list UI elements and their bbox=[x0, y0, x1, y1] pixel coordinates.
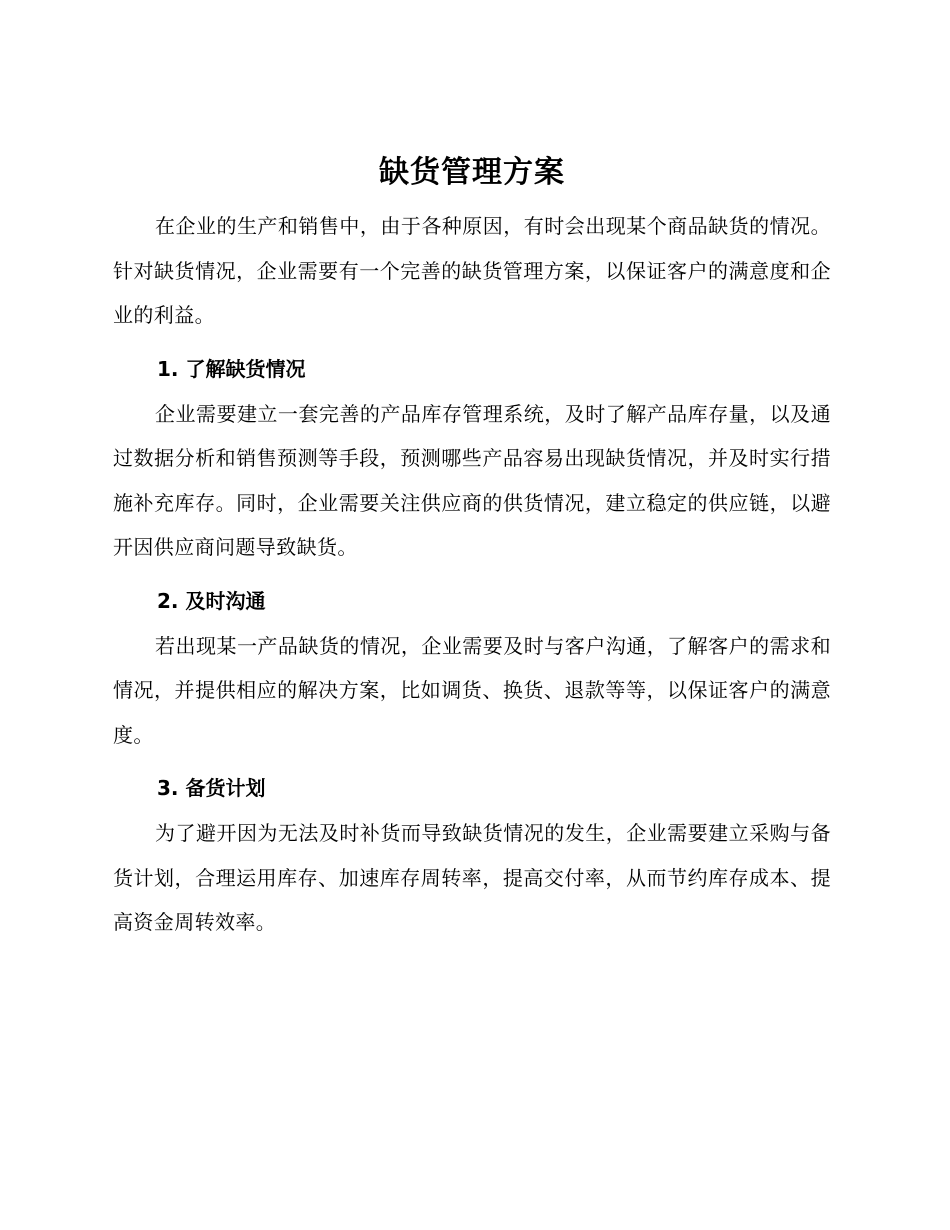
section-2-heading: 2. 及时沟通 bbox=[157, 588, 266, 613]
section-2-paragraph: 若出现某一产品缺货的情况，企业需要及时与客户沟通，了解客户的需求和情况，并提供相应的解决方案，比如调货、换货、退款等等，以保证客户的满意度。 bbox=[113, 633, 831, 747]
section-2 bbox=[113, 586, 831, 758]
section-1 bbox=[113, 354, 831, 570]
section-3 bbox=[113, 773, 831, 945]
section-3-paragraph: 为了避开因为无法及时补货而导致缺货情况的发生，企业需要建立采购与备货计划，合理运用库存、加速库存周转率，提高交付率，从而节约库存成本、提高资金周转效率。 bbox=[113, 821, 831, 934]
document-content bbox=[113, 150, 831, 945]
intro-paragraph: 在企业的生产和销售中，由于各种原因，有时会出现某个商品缺货的情况。针对缺货情况，企业需要有一个完善的缺货管理方案，以保证客户的满意度和企业的利益。 bbox=[113, 214, 831, 327]
section-1-heading: 1. 了解缺货情况 bbox=[157, 356, 306, 381]
section-3-heading: 3. 备货计划 bbox=[157, 776, 266, 800]
document-title: 缺货管理方案 bbox=[379, 155, 565, 190]
section-1-paragraph: 企业需要建立一套完善的产品库存管理系统，及时了解产品库存量，以及通过数据分析和销售预测等手段，预测哪些产品容易出现缺货情况，并及时实行措施补充库存。同时，企业需要关注供应商的供货情况，建立稳定的供应链，以避开因供应商问题导致缺货。 bbox=[113, 401, 831, 559]
